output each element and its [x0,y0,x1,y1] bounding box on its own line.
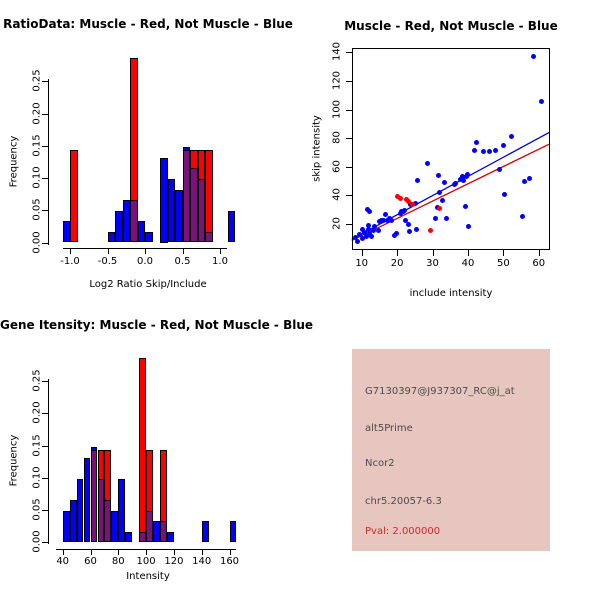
hist-bar-notmuscle [84,458,91,543]
hist-bar-notmuscle [77,479,84,542]
y-tick-label: 120 [331,70,343,90]
gene-hist-xlabel: Intensity [126,571,170,582]
x-tick [503,250,504,256]
y-tick-label: 60 [331,159,343,173]
y-tick [346,224,352,225]
hist-bar-notmuscle [63,511,70,543]
hist-bar-muscle [160,450,167,522]
x-tick [118,549,119,555]
hist-bar-overlap [91,450,98,542]
scatter-plot-box [352,48,550,250]
x-tick [146,549,147,555]
y-tick [346,110,352,111]
gene-name-text: Ncor2 [365,458,395,469]
hist-bar-notmuscle [70,500,77,543]
x-tick-label: 1.0 [212,256,228,267]
hist-bar-notmuscle [118,479,125,542]
y-tick [346,81,352,82]
hist-bar-overlap [98,479,105,542]
y-tick-label: 0.20 [31,401,43,424]
x-tick-label: 100 [136,556,156,567]
y-tick [346,138,352,139]
y-tick-label: 0.15 [31,433,43,457]
y-tick-label: 140 [331,42,343,62]
pval-text: Pval: 2.000000 [365,526,441,537]
x-tick-label: 0.5 [174,256,191,267]
hist-bar-muscle [139,358,146,533]
hist-bar-notmuscle [111,511,118,543]
x-tick-label: 10 [355,258,369,269]
y-tick-label: 20 [331,217,343,230]
hist-bar-notmuscle [125,532,132,542]
ratio-hist-xlabel: Log2 Ratio Skip/Include [89,279,207,290]
x-tick [362,250,363,256]
y-tick [346,52,352,53]
x-tick-label: 0.0 [137,256,153,267]
y-tick [42,413,48,414]
y-tick [42,446,48,447]
x-tick-label: 30 [426,258,439,269]
x-tick-label: -0.5 [97,256,118,267]
x-tick-label: 160 [219,556,240,567]
hist-bar-notmuscle [202,521,209,542]
x-tick-label: 60 [532,258,546,269]
hist-bar-overlap [160,521,167,542]
y-tick-label: 0.00 [31,530,43,553]
x-tick [230,549,231,555]
y-tick-label: 80 [331,131,343,145]
locus-text: chr5.20057-6.3 [365,496,442,507]
scatter-title: Muscle - Red, Not Muscle - Blue [344,19,558,33]
x-tick-label: 120 [164,556,184,567]
hist-bar-overlap [139,532,146,542]
splice-type-text: alt5Prime [365,423,413,434]
y-tick-label: 0.05 [31,198,43,221]
hist-bar-overlap [146,511,153,543]
gene-hist-title: Gene Itensity: Muscle - Red, Not Muscle - Blue [0,318,314,332]
y-tick [42,542,48,543]
y-tick [42,478,48,479]
x-tick [174,549,175,555]
hist-bar-muscle [146,450,153,512]
hist-bar-overlap [104,500,111,543]
x-tick [468,250,469,256]
y-tick-label: 100 [331,99,343,119]
ratio-hist-ylabel: Frequency [8,135,20,188]
y-tick-label: 0.10 [31,466,43,489]
scatter-ylabel: skip intensity [311,115,323,182]
x-tick-label: 40 [56,556,70,567]
x-tick-label: 60 [84,556,97,567]
y-tick-label: 0.10 [31,166,43,189]
y-tick-label: 0.20 [31,101,43,125]
x-tick [63,549,64,555]
x-tick [91,549,92,555]
x-tick [202,549,203,555]
y-tick [346,167,352,168]
scatter-xlabel: include intensity [409,288,493,299]
x-tick [433,250,434,256]
y-tick-label: 0.25 [31,69,43,92]
hist-bar-muscle [104,450,111,501]
probe-id-text: G7130397@J937307_RC@j_at [365,386,515,397]
hist-bar-notmuscle [230,521,237,542]
y-axis-line [48,379,49,544]
x-tick-label: 140 [192,556,212,567]
y-tick [346,195,352,196]
hist-bar-notmuscle [167,532,174,542]
x-tick-label: -1.0 [60,256,80,267]
x-tick-label: 50 [497,258,510,269]
y-tick [42,381,48,382]
y-tick-label: 40 [331,188,343,202]
x-tick-label: 80 [111,556,125,567]
y-tick-label: 0.00 [31,230,43,254]
x-tick [539,250,540,256]
y-tick-label: 0.25 [31,369,43,392]
y-tick [42,510,48,511]
gene-hist-ylabel: Frequency [8,434,20,487]
x-tick-label: 40 [461,258,475,269]
x-tick-label: 20 [390,258,404,269]
ratio-hist-title: RatioData: Muscle - Red, Not Muscle - Blue [3,17,293,31]
x-tick [397,250,398,256]
hist-bar-notmuscle [153,521,160,542]
hist-bar-muscle [98,450,105,480]
y-tick-label: 0.05 [31,498,43,521]
y-tick-label: 0.15 [31,134,43,157]
